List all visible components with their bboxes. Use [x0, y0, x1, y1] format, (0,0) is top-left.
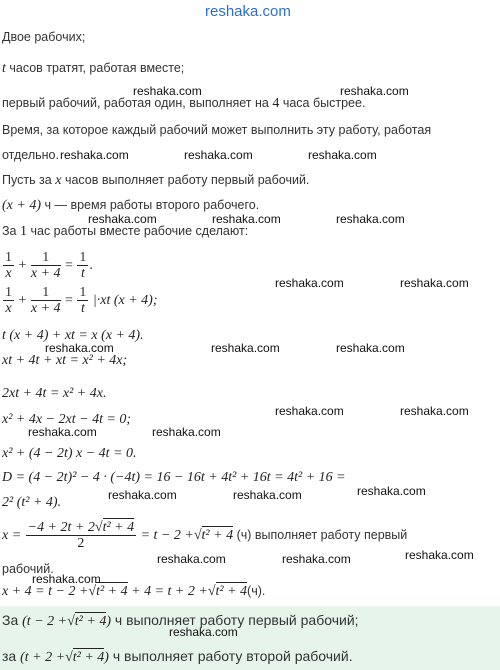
answer-2-text: ч выполняет работу второй рабочий.: [112, 648, 353, 664]
radicand: t² + 4: [74, 614, 107, 629]
equation-8: 2² (t² + 4).: [2, 495, 62, 510]
sqrt-sign: √: [207, 584, 216, 599]
x-plus-4: (x + 4): [2, 198, 41, 213]
fraction: [3, 285, 14, 316]
watermark: reshaka.com: [357, 484, 426, 498]
equation-4: 2xt + 4t = x² + 4x.: [2, 386, 107, 401]
x-equals: x =: [2, 527, 22, 543]
equation-7: D = (4 − 2t)² − 4 · (−4t) = 16 − 16t + 4t² + 16t = 4t² + 16 =: [2, 470, 346, 485]
watermark: reshaka.com: [233, 488, 302, 502]
close-paren: ): [104, 650, 109, 665]
equation-9-cont: рабочий.: [2, 562, 54, 576]
answer-1-prefix: За: [2, 612, 19, 628]
line-3-text: первый рабочий, работая один, выполняет на: [2, 96, 269, 110]
line-8-text: За: [2, 224, 17, 238]
equation-3: xt + 4t + xt = x² + 4x;: [2, 353, 128, 368]
numerator: 1: [31, 285, 61, 301]
watermark: reshaka.com: [205, 3, 291, 20]
plus: +: [18, 292, 27, 308]
denominator: x: [5, 266, 12, 281]
denominator: x + 4: [30, 301, 61, 316]
sqrt-sign: √: [88, 584, 97, 599]
numerator-text: −4 + 2t + 2√: [27, 520, 103, 535]
watermark: reshaka.com: [400, 276, 469, 290]
var-t: t: [2, 61, 6, 76]
fraction: [77, 285, 88, 316]
watermark: reshaka.com: [60, 148, 129, 162]
numerator: [26, 520, 136, 536]
watermark: reshaka.com: [45, 341, 114, 355]
watermark: reshaka.com: [400, 404, 469, 418]
watermark: reshaka.com: [275, 276, 344, 290]
equation-6: x² + (4 − 2t) x − 4t = 0.: [2, 446, 137, 461]
radicand: t² + 4: [201, 527, 234, 543]
denominator: 2: [77, 536, 85, 551]
numerator: 1: [31, 250, 61, 266]
line-5: отдельно.: [2, 148, 59, 162]
equation-2: t (x + 4) + xt = x (x + 4).: [2, 328, 144, 343]
denominator: x: [5, 301, 12, 316]
plus: +: [18, 257, 27, 273]
numerator: 1: [5, 285, 12, 300]
line-8-end: час работы вместе рабочие сделают:: [30, 224, 249, 238]
line-1: Двое рабочих;: [2, 30, 86, 44]
denominator: x + 4: [30, 266, 61, 281]
equation-1b: [2, 285, 158, 316]
root-fraction: [26, 520, 136, 551]
num-1: 1: [20, 224, 27, 239]
watermark: reshaka.com: [336, 212, 405, 226]
watermark: reshaka.com: [340, 84, 409, 98]
radicand: t² + 4: [96, 584, 128, 599]
watermark: reshaka.com: [157, 552, 226, 566]
multiplier: |·xt (x + 4);: [92, 292, 158, 308]
close-paren: ): [106, 614, 111, 629]
watermark: reshaka.com: [336, 341, 405, 355]
watermark: reshaka.com: [405, 548, 474, 562]
watermark: reshaka.com: [28, 425, 97, 439]
watermark: reshaka.com: [133, 84, 202, 98]
denominator: t: [80, 301, 85, 316]
line-8: [2, 224, 248, 240]
watermark: reshaka.com: [282, 552, 351, 566]
sqrt-sign: √: [65, 650, 73, 665]
line-6-end: часов выполняет работу первый рабочий.: [64, 173, 310, 187]
watermark: reshaka.com: [88, 212, 157, 226]
answer-2: [2, 648, 353, 666]
equals: =: [65, 292, 73, 308]
line-2: [2, 61, 184, 77]
equation-5: x² + 4x − 2xt − 4t = 0;: [2, 412, 132, 427]
watermark: reshaka.com: [108, 488, 177, 502]
watermark: reshaka.com: [212, 212, 281, 226]
fraction: [31, 285, 61, 316]
fraction: [31, 250, 61, 281]
answer-1-math: (t − 2 +: [22, 614, 68, 629]
numerator: 1: [5, 250, 12, 265]
watermark: reshaka.com: [211, 341, 280, 355]
radicand: t² + 4: [102, 520, 135, 535]
fraction: [77, 250, 88, 281]
numerator: 1: [79, 285, 87, 300]
radicand: t² + 4: [72, 650, 105, 665]
equation-10-end: (ч).: [247, 584, 266, 598]
equation-10: [2, 584, 265, 600]
numerator: 1: [79, 250, 87, 265]
line-4: Время, за которое каждый рабочий может выполнить эту работу, работая: [2, 123, 432, 137]
equals-t-minus-2: = t − 2 +: [140, 527, 194, 543]
equation-9: [2, 520, 407, 551]
line-3: [2, 96, 365, 112]
line-3-end: часа быстрее.: [282, 96, 366, 110]
watermark: reshaka.com: [32, 572, 101, 586]
equation-10-part: x + 4 = t − 2 +: [2, 584, 89, 599]
radicand: t² + 4: [215, 584, 248, 599]
watermark: reshaka.com: [184, 148, 253, 162]
denominator: t: [80, 266, 85, 281]
watermark: reshaka.com: [152, 425, 221, 439]
line-7-text: ч — время работы второго рабочего.: [44, 198, 260, 212]
line-6-text: Пусть за: [2, 173, 52, 187]
answer-2-math: (t + 2 +: [20, 650, 66, 665]
watermark: reshaka.com: [169, 625, 238, 639]
watermark: reshaka.com: [308, 148, 377, 162]
answer-1-text: ч выполняет работу первый рабочий;: [114, 612, 359, 628]
line-6: [2, 173, 309, 189]
equation-1: [2, 250, 93, 281]
fraction: [3, 250, 14, 281]
sqrt-sign: √: [67, 614, 75, 629]
watermark: reshaka.com: [275, 404, 344, 418]
equation-10-part: + 4 = t + 2 +: [131, 584, 208, 599]
equation-9-text: (ч) выполняет работу первый: [236, 527, 408, 542]
answer-2-prefix: за: [2, 648, 17, 664]
num-4: 4: [272, 96, 280, 111]
sqrt-sign: √: [193, 527, 202, 543]
equals: =: [65, 257, 73, 273]
line-2-text: часов тратят, работая вместе;: [9, 61, 185, 75]
var-x: x: [55, 173, 62, 188]
dot: .: [89, 257, 93, 273]
